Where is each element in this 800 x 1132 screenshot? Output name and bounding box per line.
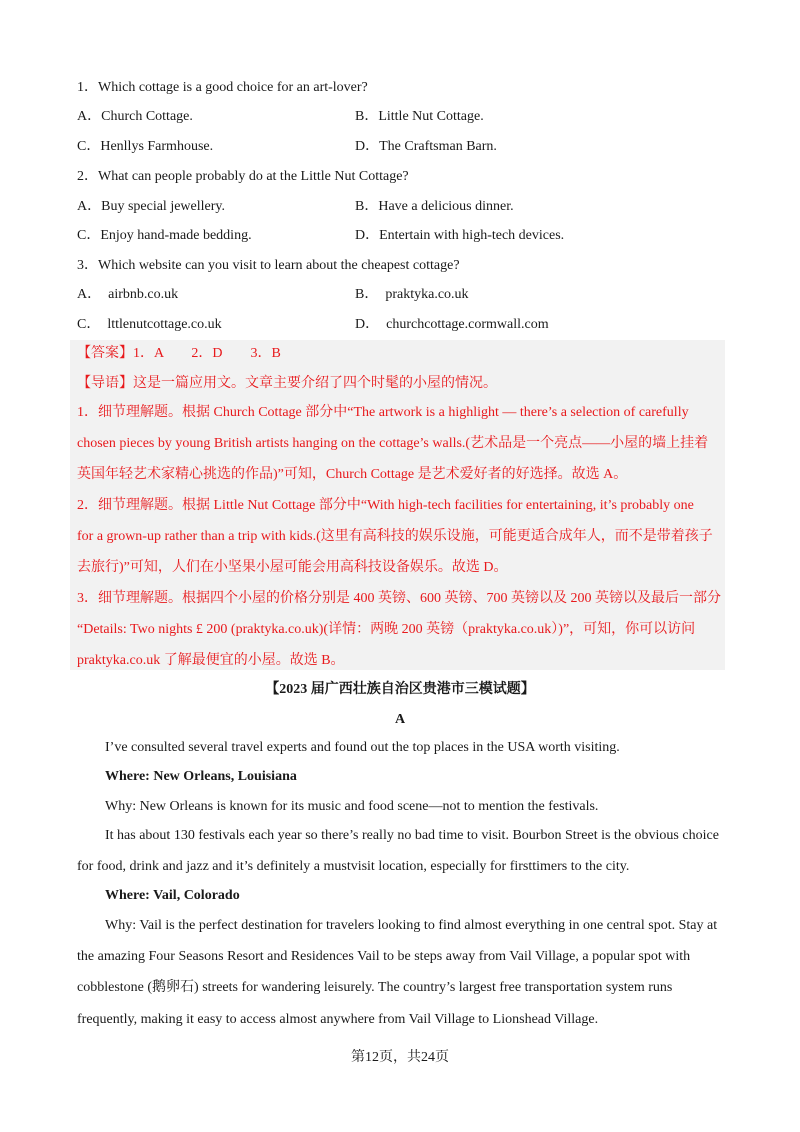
explanation-line-3: 英国年轻艺术家精心挑选的作品)”可知，Church Cottage 是艺术爱好者的好选择。故选 A。 [77, 467, 628, 482]
answer-values: 1．A 2．D 3．B [133, 346, 281, 361]
passage-where-2: Where: Vail, Colorado [105, 888, 240, 903]
explanation-line-5: for a grown-up rather than a trip with kids.(这里有高科技的娱乐设施，可能更适合成年人，而不是带着孩子 [77, 529, 713, 544]
question-1-option-a: A．Church Cottage. [77, 109, 193, 124]
explanation-line-6: 去旅行)”可知，人们在小坚果小屋可能会用高科技设备娱乐。故选 D。 [77, 560, 508, 575]
explanation-line-8: “Details: Two nights £ 200 (praktyka.co.uk)(详情：两晚 200 英镑（praktyka.co.uk）)”，可知，你可以访问 [77, 622, 696, 637]
question-2-option-d: D．Entertain with high-tech devices. [355, 228, 565, 243]
question-1-option-d: D．The Craftsman Barn. [355, 139, 497, 154]
question-2-option-b: B．Have a delicious dinner. [355, 199, 514, 214]
explanation-line-4: 2．细节理解题。根据 Little Nut Cottage 部分中“With high-tech facilities for entertaining, it’s probably one [77, 498, 694, 513]
passage-p1-line-2: for food, drink and jazz and it’s definitely a mustvisit location, especially for firsttimers to the city. [77, 859, 630, 874]
passage-why-2-line-1: Why: Vail is the perfect destination for travelers looking to find almost everything in one central spot. Stay at [105, 918, 718, 933]
explanation-line-1: 1．细节理解题。根据 Church Cottage 部分中“The artwork is a highlight — there’s a selection of carefully [77, 405, 689, 420]
passage-where-1: Where: New Orleans, Louisiana [105, 769, 297, 784]
question-1-option-c: C．Henllys Farmhouse. [77, 139, 214, 154]
question-1-option-b: B．Little Nut Cottage. [355, 109, 484, 124]
passage-p1-line-1: It has about 130 festivals each year so there’s really no bad time to visit. Bourbon Street is the obvious choice [105, 828, 719, 843]
guide-text: 这是一篇应用文。文章主要介绍了四个时髦的小屋的情况。 [133, 376, 497, 391]
question-3-option-b: B． praktyka.co.uk [355, 287, 469, 302]
guide-line [77, 374, 497, 394]
explanation-line-7: 3．细节理解题。根据四个小屋的价格分别是 400 英镑、600 英镑、700 英镑以及 200 英镑以及最后一部分 [77, 591, 721, 606]
question-2-option-c: C．Enjoy hand-made bedding. [77, 228, 252, 243]
passage-why-2-line-2: the amazing Four Seasons Resort and Residences Vail to be steps away from Vail Village, a popular spot with [77, 949, 691, 964]
question-3-option-d: D． churchcottage.cormwall.com [355, 317, 549, 332]
passage-letter: A [394, 712, 406, 727]
passage-why-2-line-3: cobblestone (鹅卵石) streets for wandering leisurely. The country’s largest free transportation system runs [77, 980, 673, 995]
question-2-option-a: A．Buy special jewellery. [77, 199, 225, 214]
question-1-stem: 1．Which cottage is a good choice for an art-lover? [77, 80, 368, 95]
explanation-line-2: chosen pieces by young British artists hanging on the cottage’s walls.(艺术品是一个亮点——小屋的墙上挂着 [77, 436, 709, 451]
explanation-line-9: praktyka.co.uk 了解最便宜的小屋。故选 B。 [77, 653, 345, 668]
passage-why-2-line-4: frequently, making it easy to access almost anywhere from Vail Village to Lionshead Village. [77, 1012, 599, 1027]
answer-label: 【答案】 [77, 346, 133, 361]
guide-label: 【导语】 [77, 376, 133, 391]
question-3-option-c: C． lttlenutcottage.co.uk [77, 317, 222, 332]
question-3-option-a: A． airbnb.co.uk [77, 287, 179, 302]
question-2-stem: 2．What can people probably do at the Little Nut Cottage? [77, 169, 409, 184]
page-footer: 第12页，共24页 [351, 1050, 449, 1065]
passage-intro: I’ve consulted several travel experts and found out the top places in the USA worth visiting. [105, 740, 620, 755]
passage-why-1: Why: New Orleans is known for its music and food scene—not to mention the festivals. [105, 799, 599, 814]
answer-line [77, 344, 281, 364]
question-3-stem: 3．Which website can you visit to learn about the cheapest cottage? [77, 258, 460, 273]
section-title: 【2023 届广西壮族自治区贵港市三模试题】 [265, 682, 535, 697]
